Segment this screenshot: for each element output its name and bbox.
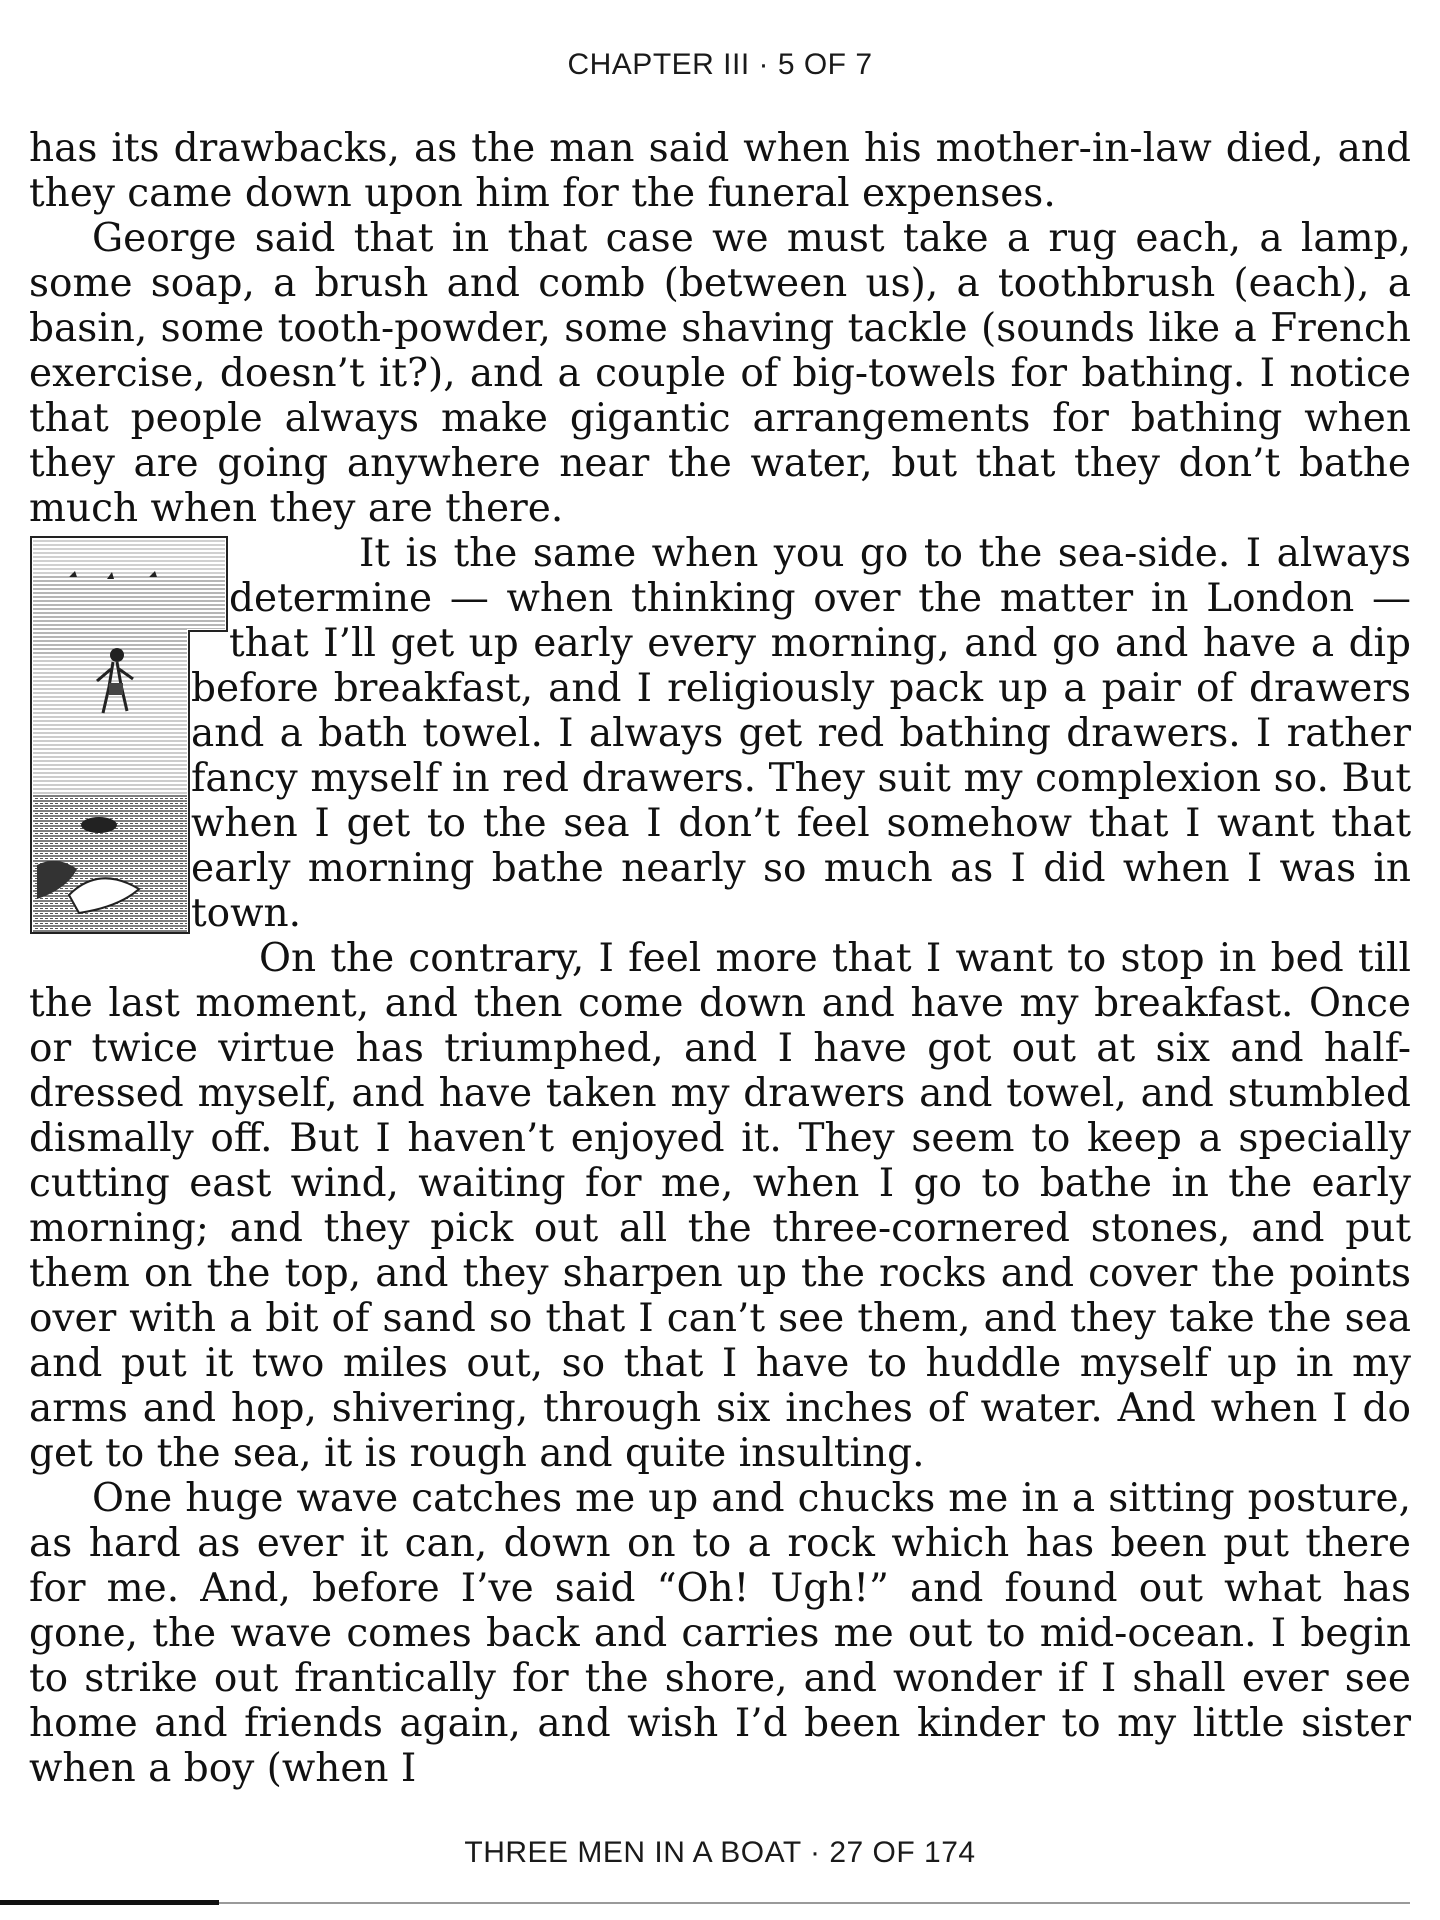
drop-cap-engraving-icon: [29, 535, 229, 935]
book-progress-label: THREE MEN IN A BOAT · 27 OF 174: [464, 1836, 976, 1869]
chapter-progress-label: CHAPTER III · 5 OF 7: [567, 48, 873, 81]
paragraph: George said that in that case we must take a rug each, a lamp, some soap, a brush and comb (between us), a toothbrush (each), a basin, some tooth-powder, some shaving tackle (sounds like a French exercise, doesn’t it?), and a couple of big-towels for bathing. I notice that people always make gigantic arrangements for bathing when they are going anywhere near the water, but that they don’t bathe much when they are there.: [29, 216, 1411, 531]
paragraph: One huge wave catches me up and chucks me in a sitting posture, as hard as ever it can, down on to a rock which has been put there for me. And, before I’ve said “Oh! Ugh!” and found out what has gone, the wave comes back and carries me out to mid-ocean. I begin to strike out frantically for the shore, and wonder if I shall ever see home and friends again, and wish I’d been kinder to my little sister when a boy (when I: [29, 1476, 1411, 1791]
paragraph: On the contrary, I feel more that I want to stop in bed till the last moment, and then come down and have my breakfast. Once or twice virtue has triumphed, and I have got out at six and half-dressed myself, and have taken my drawers and towel, and stumbled dismally off. But I haven’t enjoyed it. They seem to keep a specially cutting east wind, waiting for me, when I go to bathe in the early morning; and they pick out all the three-cornered stones, and put them on the top, and they sharpen up the rocks and cover the points over with a bit of sand so that I can’t see them, and they take the sea and put it two miles out, so that I have to huddle myself up in my arms and hop, shivering, through six inches of water. And when I do get to the sea, it is rough and quite insulting.: [29, 936, 1411, 1476]
paragraph: It is the same when you go to the sea-side. I always determine — when thinking over the matter in London — that I’ll get up early every morning, and go and have a dip before breakfast, and I religiously pack up a pair of drawers and a bath towel. I always get red bathing drawers. I rather fancy myself in red drawers. They suit my complexion so. But when I get to the sea I don’t feel somehow that I want that early morning bathe nearly so much as I did when I was in town.: [191, 531, 1411, 936]
page-text: [29, 126, 1411, 1791]
reading-progress-fill: [0, 1900, 219, 1905]
paragraph-continuation: has its drawbacks, as the man said when his mother-in-law died, and they came down upon him for the funeral expenses.: [29, 126, 1411, 216]
sea-bather-illustration: [29, 535, 229, 935]
reading-progress-bar[interactable]: [0, 1902, 1410, 1904]
